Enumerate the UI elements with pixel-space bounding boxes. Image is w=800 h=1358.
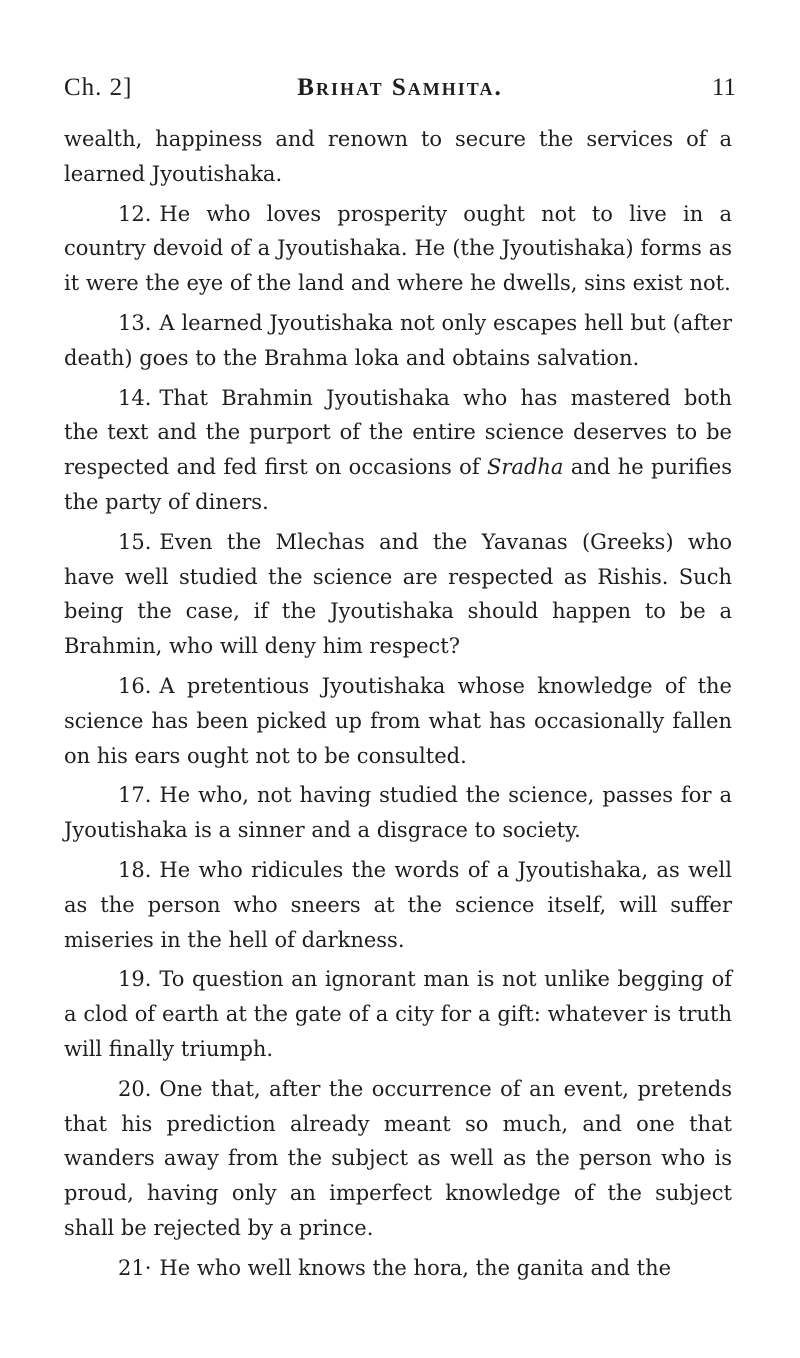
verse-20 <box>64 1072 732 1246</box>
verse-13 <box>64 306 732 376</box>
verse-number: 18. <box>118 857 152 882</box>
verse-text-part-b: and he purifies the party of diners. <box>64 455 732 514</box>
verse-text: He who loves prosperity ought not to live in a country devoid of a Jyoutishaka. He (the Jyoutishaka) forms as it were the eye of the land and where he dwells, sins exist not. <box>64 201 732 296</box>
verse-text: He who ridicules the words of a Jyoutishaka, as well as the person who sneers at the science itself, will suffer miseries in the hell of darkness. <box>64 857 732 952</box>
verse-17 <box>64 778 732 848</box>
verse-text: Even the Mlechas and the Yavanas (Greeks) who have well studied the science are respected as Rishis. Such being the case, if the Jyoutishaka should happen to be a Brahmin, who will deny him respect? <box>64 529 732 659</box>
verse-text: To question an ignorant man is not unlike begging of a clod of earth at the gate of a city for a gift: whatever is truth will finally triumph. <box>64 967 732 1061</box>
verse-18 <box>64 853 732 957</box>
verse-text: He who well knows the hora, the ganita and the <box>159 1255 672 1280</box>
page-number: 11 <box>711 74 736 101</box>
verse-number: 15. <box>118 529 152 554</box>
verse-number: 17. <box>118 783 152 808</box>
verse-text: One that, after the occurrence of an event, pretends that his prediction already meant so much, and one that wanders away from the subject as well as the person who is proud, having only an imperfect knowledge of the subject shall be rejected by a prince. <box>64 1076 732 1240</box>
book-title: Brihat Samhita. <box>297 74 503 101</box>
chapter-label: Ch. 2] <box>64 74 133 101</box>
verse-19 <box>64 962 732 1066</box>
paragraph-text: wealth, happiness and renown to secure the services of a learned Jyoutishaka. <box>64 127 732 186</box>
verse-16 <box>64 669 732 773</box>
body-text <box>64 122 732 1286</box>
verse-number: 20. <box>118 1076 152 1101</box>
verse-number: 13. <box>118 310 152 335</box>
running-head <box>64 74 736 114</box>
paragraph-continued <box>64 122 732 192</box>
verse-italic-term: Sradha <box>487 455 564 480</box>
verse-number: 16. <box>118 673 152 698</box>
verse-12 <box>64 197 732 301</box>
verse-text-part-a: That Brahmin Jyoutishaka who has mastered both the text and the purport of the entire science deserves to be respected and fed first on occasions of <box>64 385 732 480</box>
verse-number: 19. <box>118 967 152 992</box>
verse-number: 21· <box>118 1255 152 1280</box>
verse-text: He who, not having studied the science, passes for a Jyoutishaka is a sinner and a disgrace to society. <box>64 783 732 843</box>
verse-number: 14. <box>118 385 152 410</box>
verse-14 <box>64 381 732 520</box>
verse-text: A pretentious Jyoutishaka whose knowledge of the science has been picked up from what has occasionally fallen on his ears ought not to be consulted. <box>64 673 732 768</box>
verse-text: A learned Jyoutishaka not only escapes hell but (after death) goes to the Brahma loka and obtains salvation. <box>64 310 732 370</box>
verse-number: 12. <box>118 201 152 226</box>
verse-15 <box>64 525 732 664</box>
verse-21 <box>64 1251 732 1286</box>
